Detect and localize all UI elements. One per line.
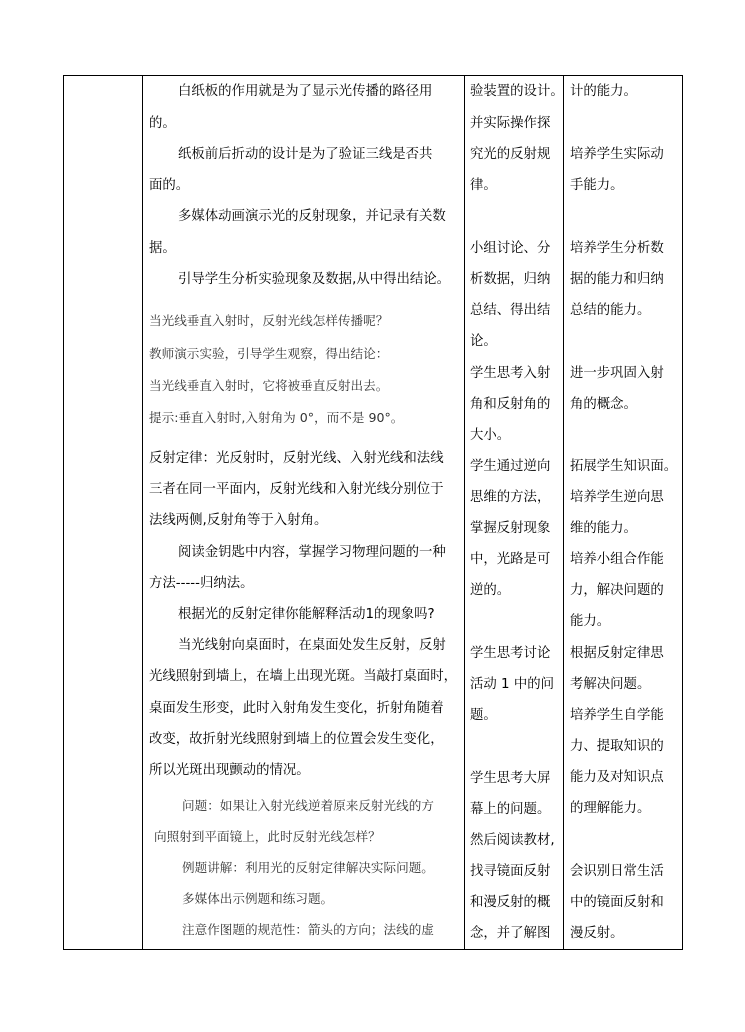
- student-line: 学生思考大屏: [470, 771, 551, 786]
- method-line: 三者在同一平面内，反射光线和入射光线分别位于: [149, 482, 444, 497]
- method-line: 所以光斑出现颤动的情况。: [149, 763, 310, 778]
- student-line: 究光的反射规: [470, 147, 551, 162]
- student-line: 验装置的设计。: [470, 84, 564, 99]
- intent-line: 能力及对知识点: [570, 770, 664, 785]
- intent-line: 培养学生实际动: [570, 147, 664, 162]
- student-line: 学生思考入射: [470, 366, 551, 381]
- intent-line: 培养学生分析数: [570, 241, 664, 256]
- intent-line: 中的镜面反射和: [570, 895, 664, 910]
- column-divider-3: [563, 75, 564, 950]
- table-border-right: [682, 75, 683, 950]
- method-line: 根据光的反射定律你能解释活动1的现象吗?: [178, 607, 435, 622]
- student-line: 总结、得出结: [470, 303, 551, 318]
- method-line: 提示:垂直入射时,入射角为 0°，而不是 90°。: [149, 410, 404, 425]
- intent-line: 手能力。: [570, 178, 624, 193]
- method-line: 改变，故折射光线照射到墙上的位置会发生变化，: [149, 732, 444, 747]
- method-line: 阅读金钥匙中内容，掌握学习物理问题的一种: [178, 545, 446, 560]
- method-line: 桌面发生形变，此时入射角发生变化，折射角随着: [149, 701, 444, 716]
- method-line: 问题：如果让入射光线逆着原来反射光线的方: [182, 798, 434, 813]
- student-line: 析数据，归纳: [470, 272, 551, 287]
- intent-line: 总结的能力。: [570, 303, 651, 318]
- intent-line: 根据反射定律思: [570, 646, 664, 661]
- intent-line: 据的能力和归纳: [570, 272, 664, 287]
- student-line: 并实际操作探: [470, 116, 551, 131]
- method-line: 引导学生分析实验现象及数据,从中得出结论。: [178, 272, 451, 287]
- intent-line: 的理解能力。: [570, 801, 651, 816]
- student-line: 学生思考讨论: [470, 646, 551, 661]
- method-line: 据。: [149, 241, 176, 256]
- intent-line: 培养学生逆向思: [570, 490, 664, 505]
- intent-line: 角的概念。: [570, 397, 637, 412]
- student-line: 活动 1 中的问: [470, 677, 554, 692]
- student-line: 掌握反射现象: [470, 521, 551, 536]
- column-divider-1: [142, 75, 143, 950]
- student-line: 思维的方法，: [470, 490, 551, 505]
- method-line: 方法-----归纳法。: [149, 576, 254, 591]
- intent-line: 力，解决问题的: [570, 583, 664, 598]
- intent-line: 考解决问题。: [570, 677, 651, 692]
- student-line: 论。: [470, 334, 497, 349]
- student-line: 律。: [470, 178, 497, 193]
- method-line: 多媒体动画演示光的反射现象，并记录有关数: [178, 209, 446, 224]
- student-line: 角和反射角的: [470, 397, 551, 412]
- intent-line: 能力。: [570, 614, 611, 629]
- method-line: 当光线射向桌面时，在桌面处发生反射，反射: [178, 638, 446, 653]
- intent-line: 计的能力。: [570, 84, 637, 99]
- method-line: 法线两侧,反射角等于入射角。: [149, 513, 328, 528]
- intent-line: 维的能力。: [570, 521, 637, 536]
- intent-line: 漫反射。: [570, 926, 624, 941]
- student-line: 小组讨论、分: [470, 241, 551, 256]
- intent-line: 会识别日常生活: [570, 864, 664, 879]
- intent-line: 力、提取知识的: [570, 739, 664, 754]
- student-line: 大小。: [470, 428, 511, 443]
- student-line: 学生通过逆向: [470, 459, 551, 474]
- intent-line: 培养小组合作能: [570, 552, 664, 567]
- method-line: 面的。: [149, 178, 190, 193]
- method-line: 光线照射到墙上，在墙上出现光斑。当敲打桌面时，: [149, 669, 457, 684]
- column-divider-2: [464, 75, 465, 950]
- intent-line: 拓展学生知识面。: [570, 459, 678, 474]
- method-line: 向照射到平面镜上，此时反射光线怎样？: [154, 829, 381, 844]
- student-line: 逆的。: [470, 583, 511, 598]
- student-line: 找寻镜面反射: [470, 864, 551, 879]
- table-border-left: [63, 75, 64, 950]
- method-line: 当光线垂直入射时，反射光线怎样传播呢？: [149, 313, 389, 328]
- student-line: 然后阅读教材,: [470, 833, 555, 848]
- method-line: 多媒体出示例题和练习题。: [182, 891, 334, 906]
- method-line: 反射定律：光反射时，反射光线、入射光线和法线: [149, 451, 444, 466]
- table-border-top: [63, 75, 683, 76]
- method-line: 白纸板的作用就是为了显示光传播的路径用: [178, 84, 433, 99]
- method-line: 注意作图题的规范性：箭头的方向；法线的虚: [182, 922, 434, 937]
- table-border-bottom: [63, 949, 683, 950]
- student-line: 题。: [470, 708, 497, 723]
- student-line: 念，并了解图: [470, 926, 551, 941]
- intent-line: 进一步巩固入射: [570, 366, 664, 381]
- method-line: 例题讲解：利用光的反射定律解决实际问题。: [182, 860, 434, 875]
- student-line: 和漫反射的概: [470, 895, 551, 910]
- method-line: 当光线垂直入射时，它将被垂直反射出去。: [149, 378, 389, 393]
- intent-line: 培养学生自学能: [570, 708, 664, 723]
- method-line: 教师演示实验，引导学生观察，得出结论：: [149, 346, 389, 361]
- student-line: 中，光路是可: [470, 552, 551, 567]
- method-line: 的。: [149, 116, 176, 131]
- method-line: 纸板前后折动的设计是为了验证三线是否共: [178, 147, 433, 162]
- student-line: 幕上的问题。: [470, 802, 551, 817]
